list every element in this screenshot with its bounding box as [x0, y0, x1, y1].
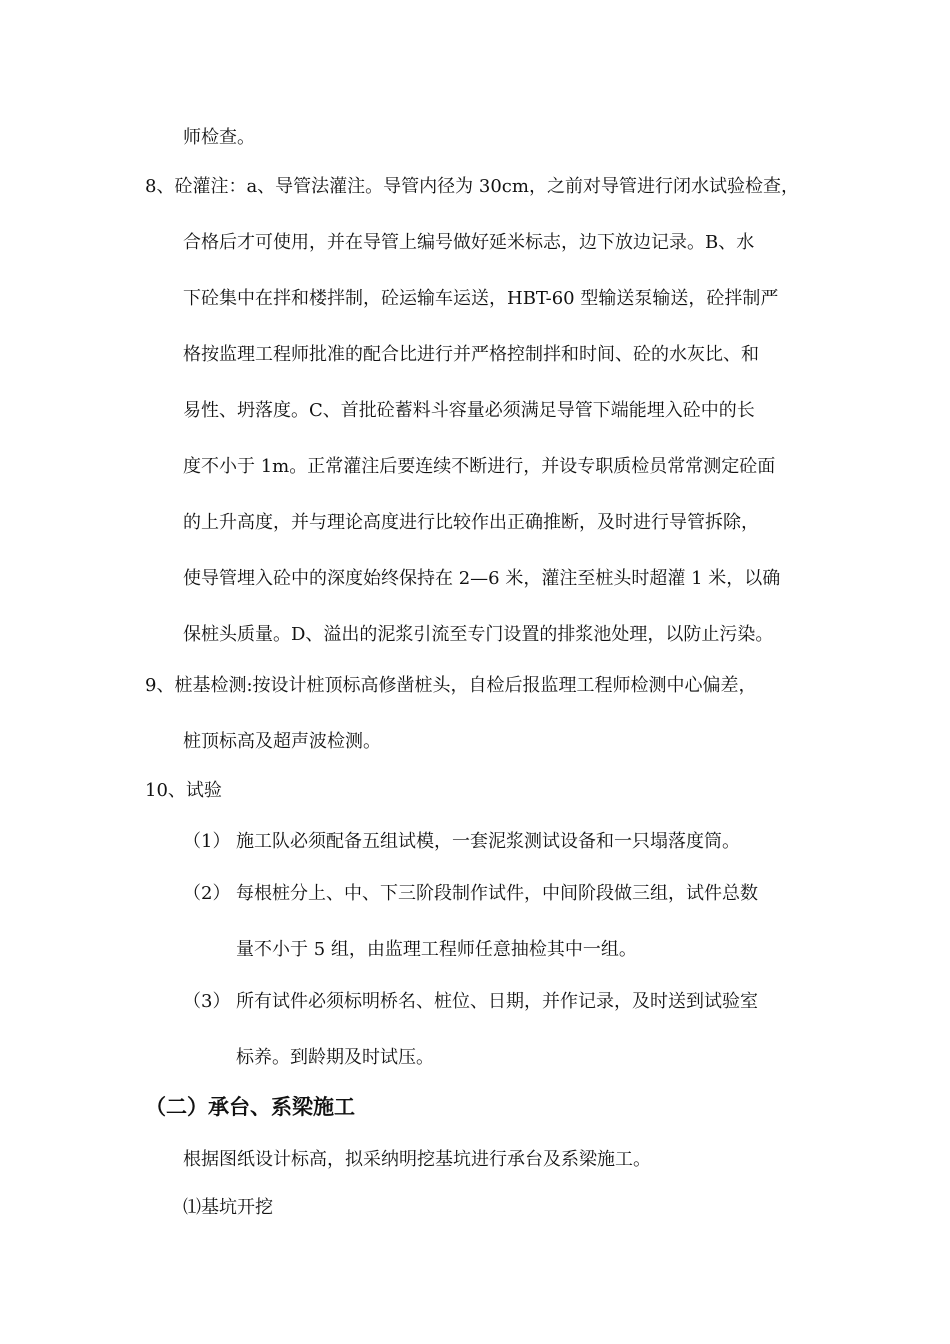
text-line: 9、桩基检测:按设计桩顶标高修凿桩头，自检后报监理工程师检测中心偏差，	[145, 675, 757, 696]
text-line: 格按监理工程师批准的配合比进行并严格控制拌和时间、砼的水灰比、和	[183, 344, 759, 365]
text-line: 使导管埋入砼中的深度始终保持在 2—6 米，灌注至桩头时超灌 1 米，以确	[183, 568, 781, 589]
text-line: 易性、坍落度。C、首批砼蓄料斗容量必须满足导管下端能埋入砼中的长	[183, 400, 755, 421]
item-text: 施工队必须配备五组试模，一套泥浆测试设备和一只塌落度筒。	[236, 831, 740, 852]
item-text: 每根桩分上、中、下三阶段制作试件，中间阶段做三组，试件总数	[236, 883, 758, 904]
section-heading: （二）承台、系梁施工	[145, 1095, 355, 1119]
text-line: 8、砼灌注：a、导管法灌注。导管内径为 30cm，之前对导管进行闭水试验检查，	[145, 176, 799, 197]
text-line: 下砼集中在拌和楼拌制，砼运输车运送，HBT-60 型输送泵输送，砼拌制严	[183, 288, 779, 309]
item-text: 所有试件必须标明桥名、桩位、日期，并作记录，及时送到试验室	[236, 991, 758, 1012]
text-line: 度不小于 1m。正常灌注后要连续不断进行，并设专职质检员常常测定砼面	[183, 456, 776, 477]
item-text-continued: 标养。到龄期及时试压。	[236, 1047, 434, 1068]
item-number: （2）	[183, 883, 231, 904]
subsection-heading: ⑴基坑开挖	[183, 1197, 273, 1218]
text-line: 保桩头质量。D、溢出的泥浆引流至专门设置的排浆池处理，以防止污染。	[183, 624, 774, 645]
text-line: 合格后才可使用，并在导管上编号做好延米标志，边下放边记录。B、水	[183, 232, 755, 253]
text-line: 的上升高度，并与理论高度进行比较作出正确推断，及时进行导管拆除，	[183, 512, 759, 533]
item-text-continued: 量不小于 5 组，由监理工程师任意抽检其中一组。	[236, 939, 637, 960]
item-number: （1）	[183, 831, 231, 852]
text-line: 10、试验	[145, 780, 222, 801]
item-number: （3）	[183, 991, 231, 1012]
text-line: 师检查。	[183, 127, 255, 148]
section-intro: 根据图纸设计标高，拟采纳明挖基坑进行承台及系梁施工。	[183, 1149, 651, 1170]
text-line: 桩顶标高及超声波检测。	[183, 731, 381, 752]
